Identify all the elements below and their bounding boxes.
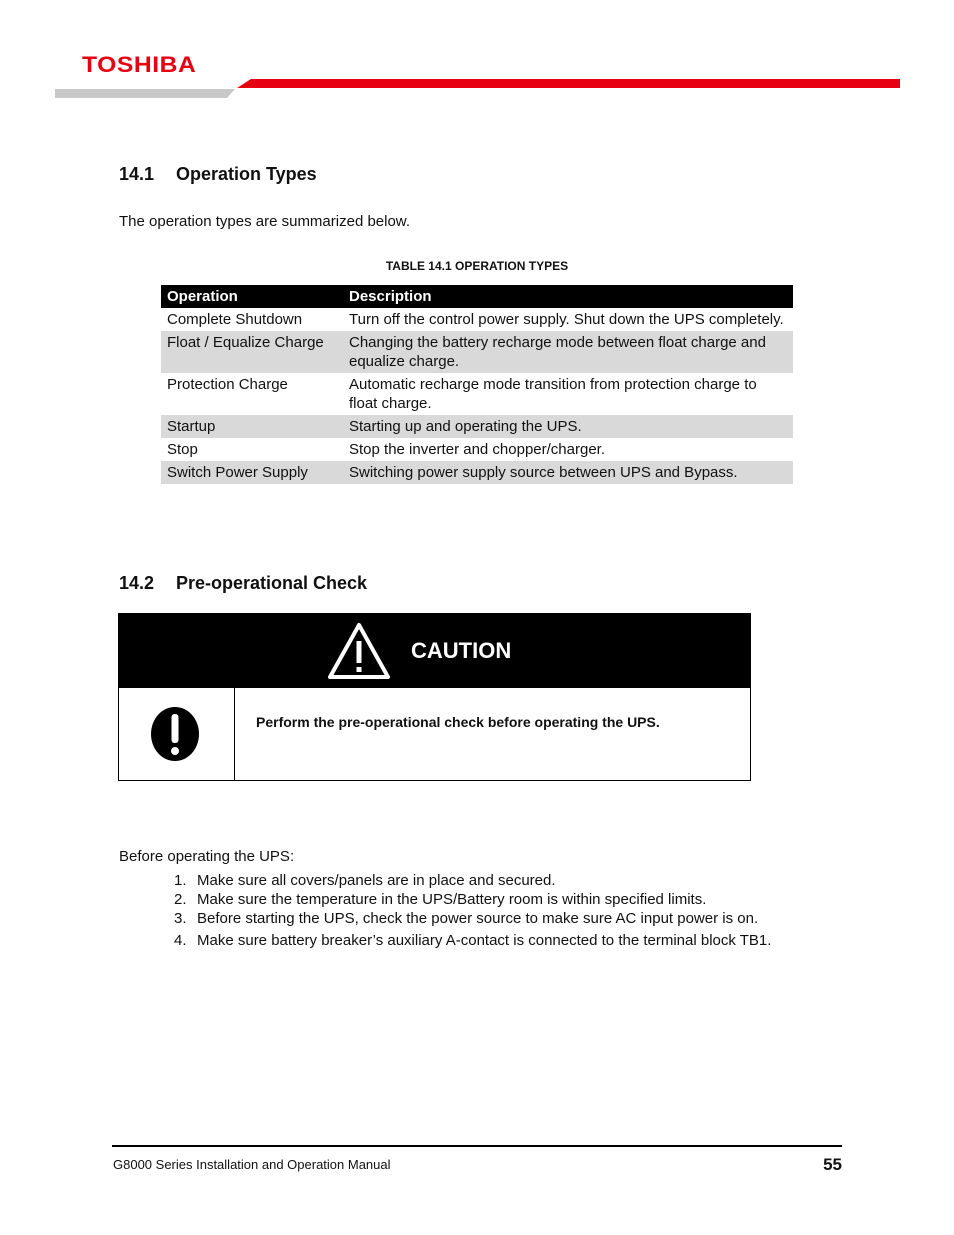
column-header-operation: Operation: [161, 285, 343, 308]
table-row: [161, 461, 793, 484]
list-item: [174, 872, 556, 889]
caution-message: Perform the pre-operational check before operating the UPS.: [256, 714, 660, 730]
step-text: Make sure battery breaker’s auxiliary A-contact is connected to the terminal block TB1.: [197, 932, 772, 949]
section-heading-pre-operational-check: [119, 573, 367, 594]
description-cell: Switching power supply source between UPS and Bypass.: [343, 461, 793, 484]
description-cell: Stop the inverter and chopper/charger.: [349, 441, 605, 458]
footer-rule: [112, 1145, 842, 1147]
table-row: [161, 331, 793, 373]
section-title: Pre-operational Check: [176, 573, 368, 593]
table-row: [161, 415, 793, 438]
table-header-row: [161, 285, 793, 308]
operation-cell: Switch Power Supply: [161, 461, 343, 484]
table-row: [161, 373, 793, 415]
operation-cell: Complete Shutdown: [167, 311, 303, 328]
page-number: 55: [823, 1155, 842, 1174]
intro-text: The operation types are summarized below.: [119, 213, 410, 230]
list-item: [174, 891, 706, 908]
caution-box: [118, 613, 751, 781]
section-number: 14.1: [119, 164, 155, 184]
caution-title: CAUTION: [411, 638, 512, 663]
operation-cell: Stop: [167, 441, 198, 458]
warning-triangle-icon: [327, 622, 391, 680]
step-number: 2.: [174, 891, 187, 908]
description-cell: Changing the battery recharge mode between float charge and equalize charge.: [343, 331, 793, 373]
section-number: 14.2: [119, 573, 155, 593]
list-item: [174, 910, 758, 927]
operation-cell: Protection Charge: [167, 376, 288, 393]
step-text: Before starting the UPS, check the power source to make sure AC input power is on.: [197, 910, 759, 927]
footer-manual-title: G8000 Series Installation and Operation Manual: [113, 1157, 391, 1172]
section-heading-operation-types: [119, 164, 317, 185]
step-number: 3.: [174, 910, 187, 927]
step-text: Make sure all covers/panels are in place and secured.: [197, 872, 556, 889]
column-header-description: Description: [343, 285, 793, 308]
description-cell: Turn off the control power supply. Shut down the UPS completely.: [349, 311, 784, 328]
toshiba-logo: TOSHIBA: [82, 52, 197, 77]
list-item: [174, 932, 771, 949]
exclamation-mandatory-icon: [149, 706, 201, 762]
operation-cell: Startup: [161, 415, 343, 438]
caution-divider: [234, 688, 235, 781]
operation-cell: Float / Equalize Charge: [161, 331, 343, 373]
table-row: [161, 438, 793, 461]
caution-header: [119, 614, 750, 688]
step-text: Make sure the temperature in the UPS/Battery room is within specified limits.: [197, 891, 707, 908]
section-title: Operation Types: [176, 164, 317, 184]
before-operating-label: Before operating the UPS:: [119, 848, 295, 865]
header-swoosh-bar: [55, 76, 900, 100]
step-number: 1.: [174, 872, 187, 889]
step-number: 4.: [174, 932, 187, 949]
table-row: [161, 308, 793, 331]
operation-types-table: [161, 285, 793, 484]
table-caption: TABLE 14.1 OPERATION TYPES: [385, 259, 569, 273]
description-cell: Starting up and operating the UPS.: [343, 415, 793, 438]
description-cell: Automatic recharge mode transition from protection charge to float charge.: [349, 376, 757, 412]
